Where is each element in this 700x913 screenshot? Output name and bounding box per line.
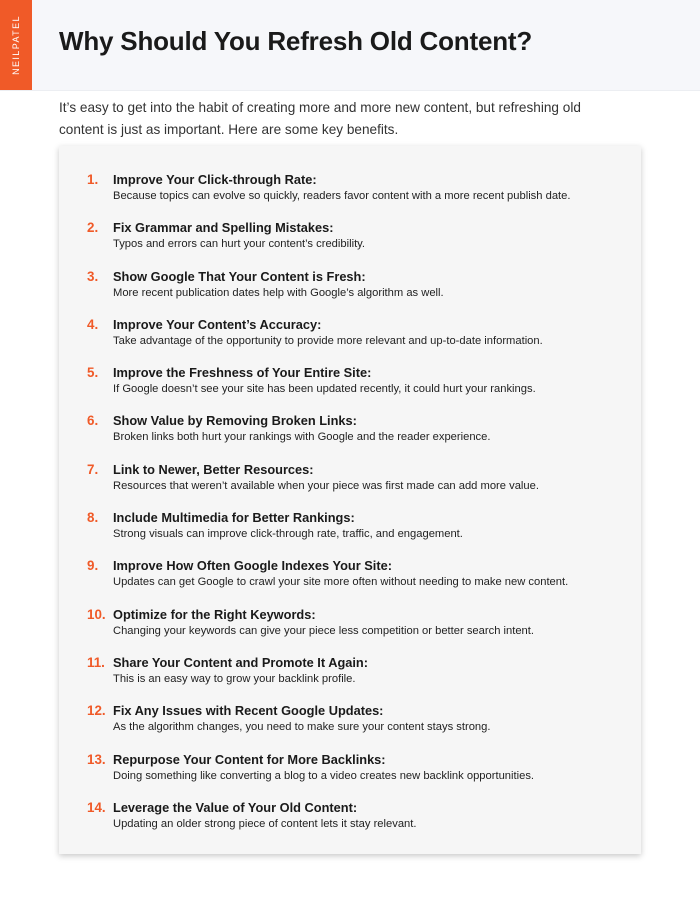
benefit-title: Fix Grammar and Spelling Mistakes:	[113, 220, 334, 236]
benefit-number: 12.	[87, 703, 106, 719]
brand-logo-text: NEILPATEL	[11, 15, 21, 75]
benefit-title: Show Google That Your Content is Fresh:	[113, 268, 366, 284]
benefit-description: More recent publication dates help with Google’s algorithm as well.	[113, 286, 444, 299]
benefit-number: 3.	[87, 268, 99, 284]
benefit-item	[59, 509, 641, 557]
benefits-list	[59, 171, 641, 847]
benefit-description: Updating an older strong piece of content lets it stay relevant.	[113, 817, 417, 830]
benefit-number: 1.	[87, 172, 99, 187]
benefit-number: 8.	[87, 510, 99, 526]
page-header	[0, 0, 700, 91]
benefit-title: Share Your Content and Promote It Again:	[113, 654, 369, 670]
benefit-title: Include Multimedia for Better Rankings:	[113, 510, 355, 526]
benefit-description: Doing something like converting a blog to a video creates new backlink opportunities.	[113, 769, 535, 782]
benefit-title: Show Value by Removing Broken Links:	[113, 413, 357, 429]
benefit-description: Take advantage of the opportunity to provide more relevant and up-to-date information.	[113, 334, 543, 347]
benefit-description: Strong visuals can improve click-through rate, traffic, and engagement.	[113, 528, 463, 541]
benefit-item	[59, 364, 641, 412]
brand-tab	[0, 0, 32, 90]
benefit-item	[59, 461, 641, 509]
benefit-description: If Google doesn’t see your site has been updated recently, it could hurt your rankings.	[113, 383, 536, 396]
benefit-number: 2.	[87, 220, 99, 236]
benefit-number: 4.	[87, 316, 99, 332]
benefit-number: 14.	[87, 799, 106, 815]
page-title: Why Should You Refresh Old Content?	[59, 26, 533, 56]
benefit-item	[59, 557, 641, 605]
benefit-item	[59, 606, 641, 654]
benefit-title: Optimize for the Right Keywords:	[113, 606, 316, 622]
benefit-title: Improve Your Content’s Accuracy:	[113, 316, 322, 332]
benefit-number: 9.	[87, 558, 99, 574]
benefit-title: Repurpose Your Content for More Backlinks:	[113, 751, 386, 767]
benefit-number: 6.	[87, 413, 99, 429]
benefit-item	[59, 799, 641, 847]
benefits-card	[59, 146, 641, 854]
benefit-description: Broken links both hurt your rankings with Google and the reader experience.	[113, 431, 491, 444]
benefit-item	[59, 412, 641, 460]
benefit-item	[59, 316, 641, 364]
benefit-description: This is an easy way to grow your backlink profile.	[113, 672, 356, 685]
benefit-number: 13.	[87, 751, 106, 767]
benefit-number: 10.	[87, 606, 106, 622]
benefit-number: 11.	[87, 654, 105, 670]
benefit-title: Link to Newer, Better Resources:	[113, 461, 314, 477]
benefit-description: As the algorithm changes, you need to make sure your content stays strong.	[113, 721, 491, 734]
benefit-description: Because topics can evolve so quickly, readers favor content with a more recent publish date.	[113, 190, 571, 202]
benefit-item	[59, 268, 641, 316]
benefit-item	[59, 654, 641, 702]
benefit-item	[59, 751, 641, 799]
benefit-title: Improve Your Click-through Rate:	[113, 172, 317, 187]
benefit-item	[59, 219, 641, 267]
benefit-number: 5.	[87, 365, 99, 381]
benefit-number: 7.	[87, 461, 99, 477]
benefit-item	[59, 702, 641, 750]
benefit-title: Fix Any Issues with Recent Google Updates:	[113, 703, 384, 719]
benefit-description: Resources that weren’t available when your piece was first made can add more value.	[113, 479, 539, 492]
benefit-item	[59, 171, 641, 219]
benefit-title: Improve the Freshness of Your Entire Site:	[113, 365, 372, 381]
benefit-description: Changing your keywords can give your piece less competition or better search intent.	[113, 624, 534, 637]
intro-paragraph: It’s easy to get into the habit of creating more and more new content, but refreshing old content is just as important. Here are some key benefits.	[59, 100, 581, 137]
benefit-description: Updates can get Google to crawl your site more often without needing to make new content.	[113, 576, 569, 589]
benefit-title: Leverage the Value of Your Old Content:	[113, 799, 358, 815]
benefit-description: Typos and errors can hurt your content’s credibility.	[113, 238, 366, 251]
benefit-title: Improve How Often Google Indexes Your Site:	[113, 558, 392, 574]
